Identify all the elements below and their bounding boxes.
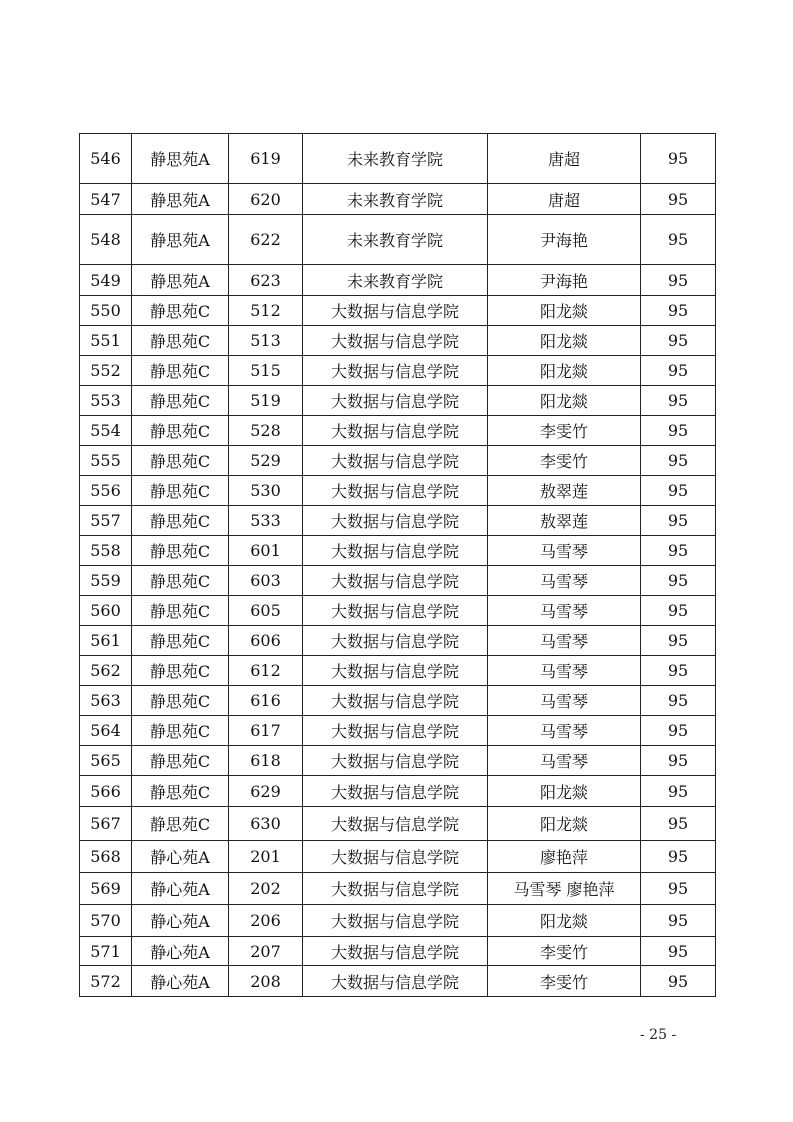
college-name: 大数据与信息学院 [303,386,488,416]
counselor-name: 阳龙燚 [488,296,641,326]
counselor-name: 马雪琴 廖艳萍 [488,873,641,905]
room-number: 206 [229,905,303,937]
room-number: 606 [229,626,303,656]
table-row [80,356,716,386]
inspection-table [79,133,716,997]
building-name: 静思苑C [132,386,229,416]
score-value: 95 [641,807,716,841]
score-value: 95 [641,386,716,416]
table-row [80,937,716,966]
score-value: 95 [641,686,716,716]
score-value: 95 [641,416,716,446]
table-body [80,134,716,997]
college-name: 未来教育学院 [303,134,488,184]
room-number: 513 [229,326,303,356]
score-value: 95 [641,746,716,776]
college-name: 未来教育学院 [303,215,488,265]
room-number: 201 [229,841,303,873]
score-value: 95 [641,536,716,566]
counselor-name: 敖翠莲 [488,476,641,506]
building-name: 静思苑C [132,446,229,476]
building-name: 静思苑C [132,776,229,807]
score-value: 95 [641,937,716,966]
room-number: 616 [229,686,303,716]
room-number: 603 [229,566,303,596]
table-row [80,776,716,807]
score-value: 95 [641,184,716,215]
room-number: 529 [229,446,303,476]
counselor-name: 尹海艳 [488,215,641,265]
table-row [80,966,716,997]
building-name: 静思苑A [132,265,229,296]
score-value: 95 [641,776,716,807]
room-number: 629 [229,776,303,807]
table-row [80,416,716,446]
score-value: 95 [641,596,716,626]
score-value: 95 [641,566,716,596]
row-number: 566 [80,776,132,807]
row-number: 562 [80,656,132,686]
building-name: 静思苑C [132,296,229,326]
room-number: 512 [229,296,303,326]
counselor-name: 唐超 [488,134,641,184]
building-name: 静思苑C [132,416,229,446]
score-value: 95 [641,506,716,536]
counselor-name: 阳龙燚 [488,356,641,386]
score-value: 95 [641,873,716,905]
building-name: 静心苑A [132,873,229,905]
counselor-name: 马雪琴 [488,626,641,656]
counselor-name: 李雯竹 [488,416,641,446]
counselor-name: 马雪琴 [488,686,641,716]
row-number: 555 [80,446,132,476]
counselor-name: 马雪琴 [488,536,641,566]
college-name: 大数据与信息学院 [303,506,488,536]
building-name: 静思苑C [132,807,229,841]
score-value: 95 [641,626,716,656]
score-value: 95 [641,841,716,873]
score-value: 95 [641,326,716,356]
table-row [80,296,716,326]
building-name: 静心苑A [132,937,229,966]
room-number: 530 [229,476,303,506]
table-row [80,476,716,506]
room-number: 620 [229,184,303,215]
college-name: 大数据与信息学院 [303,937,488,966]
table-row [80,265,716,296]
building-name: 静思苑A [132,215,229,265]
score-value: 95 [641,446,716,476]
row-number: 565 [80,746,132,776]
score-value: 95 [641,296,716,326]
row-number: 567 [80,807,132,841]
college-name: 大数据与信息学院 [303,716,488,746]
college-name: 大数据与信息学院 [303,626,488,656]
score-value: 95 [641,476,716,506]
row-number: 571 [80,937,132,966]
counselor-name: 廖艳萍 [488,841,641,873]
counselor-name: 尹海艳 [488,265,641,296]
row-number: 554 [80,416,132,446]
page-number: - 25 - [640,1027,677,1043]
building-name: 静心苑A [132,905,229,937]
row-number: 548 [80,215,132,265]
building-name: 静思苑A [132,134,229,184]
row-number: 564 [80,716,132,746]
college-name: 大数据与信息学院 [303,966,488,997]
building-name: 静思苑C [132,656,229,686]
table-row [80,686,716,716]
building-name: 静思苑C [132,356,229,386]
row-number: 560 [80,596,132,626]
table-row [80,873,716,905]
college-name: 大数据与信息学院 [303,296,488,326]
college-name: 大数据与信息学院 [303,596,488,626]
room-number: 605 [229,596,303,626]
building-name: 静思苑C [132,326,229,356]
building-name: 静心苑A [132,841,229,873]
building-name: 静思苑C [132,476,229,506]
score-value: 95 [641,265,716,296]
score-value: 95 [641,716,716,746]
row-number: 547 [80,184,132,215]
table-row [80,536,716,566]
row-number: 550 [80,296,132,326]
college-name: 大数据与信息学院 [303,776,488,807]
college-name: 大数据与信息学院 [303,807,488,841]
room-number: 202 [229,873,303,905]
room-number: 619 [229,134,303,184]
counselor-name: 阳龙燚 [488,326,641,356]
room-number: 622 [229,215,303,265]
counselor-name: 敖翠莲 [488,506,641,536]
table-row [80,746,716,776]
room-number: 630 [229,807,303,841]
room-number: 601 [229,536,303,566]
row-number: 552 [80,356,132,386]
room-number: 519 [229,386,303,416]
row-number: 546 [80,134,132,184]
room-number: 528 [229,416,303,446]
score-value: 95 [641,966,716,997]
building-name: 静思苑C [132,626,229,656]
room-number: 618 [229,746,303,776]
room-number: 612 [229,656,303,686]
college-name: 大数据与信息学院 [303,656,488,686]
college-name: 大数据与信息学院 [303,873,488,905]
score-value: 95 [641,905,716,937]
table-row [80,656,716,686]
row-number: 570 [80,905,132,937]
room-number: 515 [229,356,303,386]
counselor-name: 李雯竹 [488,446,641,476]
college-name: 大数据与信息学院 [303,416,488,446]
counselor-name: 李雯竹 [488,966,641,997]
score-value: 95 [641,134,716,184]
counselor-name: 马雪琴 [488,746,641,776]
table-row [80,215,716,265]
table-row [80,596,716,626]
building-name: 静思苑C [132,686,229,716]
room-number: 533 [229,506,303,536]
counselor-name: 马雪琴 [488,716,641,746]
row-number: 556 [80,476,132,506]
counselor-name: 阳龙燚 [488,905,641,937]
table-row [80,905,716,937]
row-number: 553 [80,386,132,416]
table-row [80,446,716,476]
row-number: 559 [80,566,132,596]
table-row [80,626,716,656]
room-number: 623 [229,265,303,296]
table-row [80,807,716,841]
building-name: 静思苑C [132,716,229,746]
row-number: 561 [80,626,132,656]
building-name: 静思苑C [132,506,229,536]
row-number: 568 [80,841,132,873]
college-name: 大数据与信息学院 [303,326,488,356]
table-row [80,134,716,184]
room-number: 208 [229,966,303,997]
building-name: 静思苑C [132,536,229,566]
college-name: 大数据与信息学院 [303,905,488,937]
building-name: 静思苑C [132,596,229,626]
building-name: 静思苑C [132,566,229,596]
college-name: 大数据与信息学院 [303,356,488,386]
row-number: 563 [80,686,132,716]
counselor-name: 唐超 [488,184,641,215]
room-number: 207 [229,937,303,966]
building-name: 静思苑A [132,184,229,215]
college-name: 大数据与信息学院 [303,841,488,873]
building-name: 静思苑C [132,746,229,776]
college-name: 未来教育学院 [303,184,488,215]
score-value: 95 [641,356,716,386]
table-row [80,841,716,873]
room-number: 617 [229,716,303,746]
college-name: 大数据与信息学院 [303,686,488,716]
counselor-name: 马雪琴 [488,656,641,686]
college-name: 大数据与信息学院 [303,446,488,476]
college-name: 大数据与信息学院 [303,476,488,506]
college-name: 大数据与信息学院 [303,536,488,566]
row-number: 572 [80,966,132,997]
college-name: 大数据与信息学院 [303,746,488,776]
building-name: 静心苑A [132,966,229,997]
score-value: 95 [641,656,716,686]
score-value: 95 [641,215,716,265]
row-number: 549 [80,265,132,296]
college-name: 未来教育学院 [303,265,488,296]
counselor-name: 阳龙燚 [488,386,641,416]
table-row [80,184,716,215]
college-name: 大数据与信息学院 [303,566,488,596]
counselor-name: 阳龙燚 [488,807,641,841]
counselor-name: 马雪琴 [488,566,641,596]
table-row [80,506,716,536]
table-row [80,566,716,596]
row-number: 557 [80,506,132,536]
table-row [80,386,716,416]
counselor-name: 马雪琴 [488,596,641,626]
table-row [80,326,716,356]
counselor-name: 阳龙燚 [488,776,641,807]
row-number: 551 [80,326,132,356]
counselor-name: 李雯竹 [488,937,641,966]
row-number: 558 [80,536,132,566]
row-number: 569 [80,873,132,905]
table-row [80,716,716,746]
